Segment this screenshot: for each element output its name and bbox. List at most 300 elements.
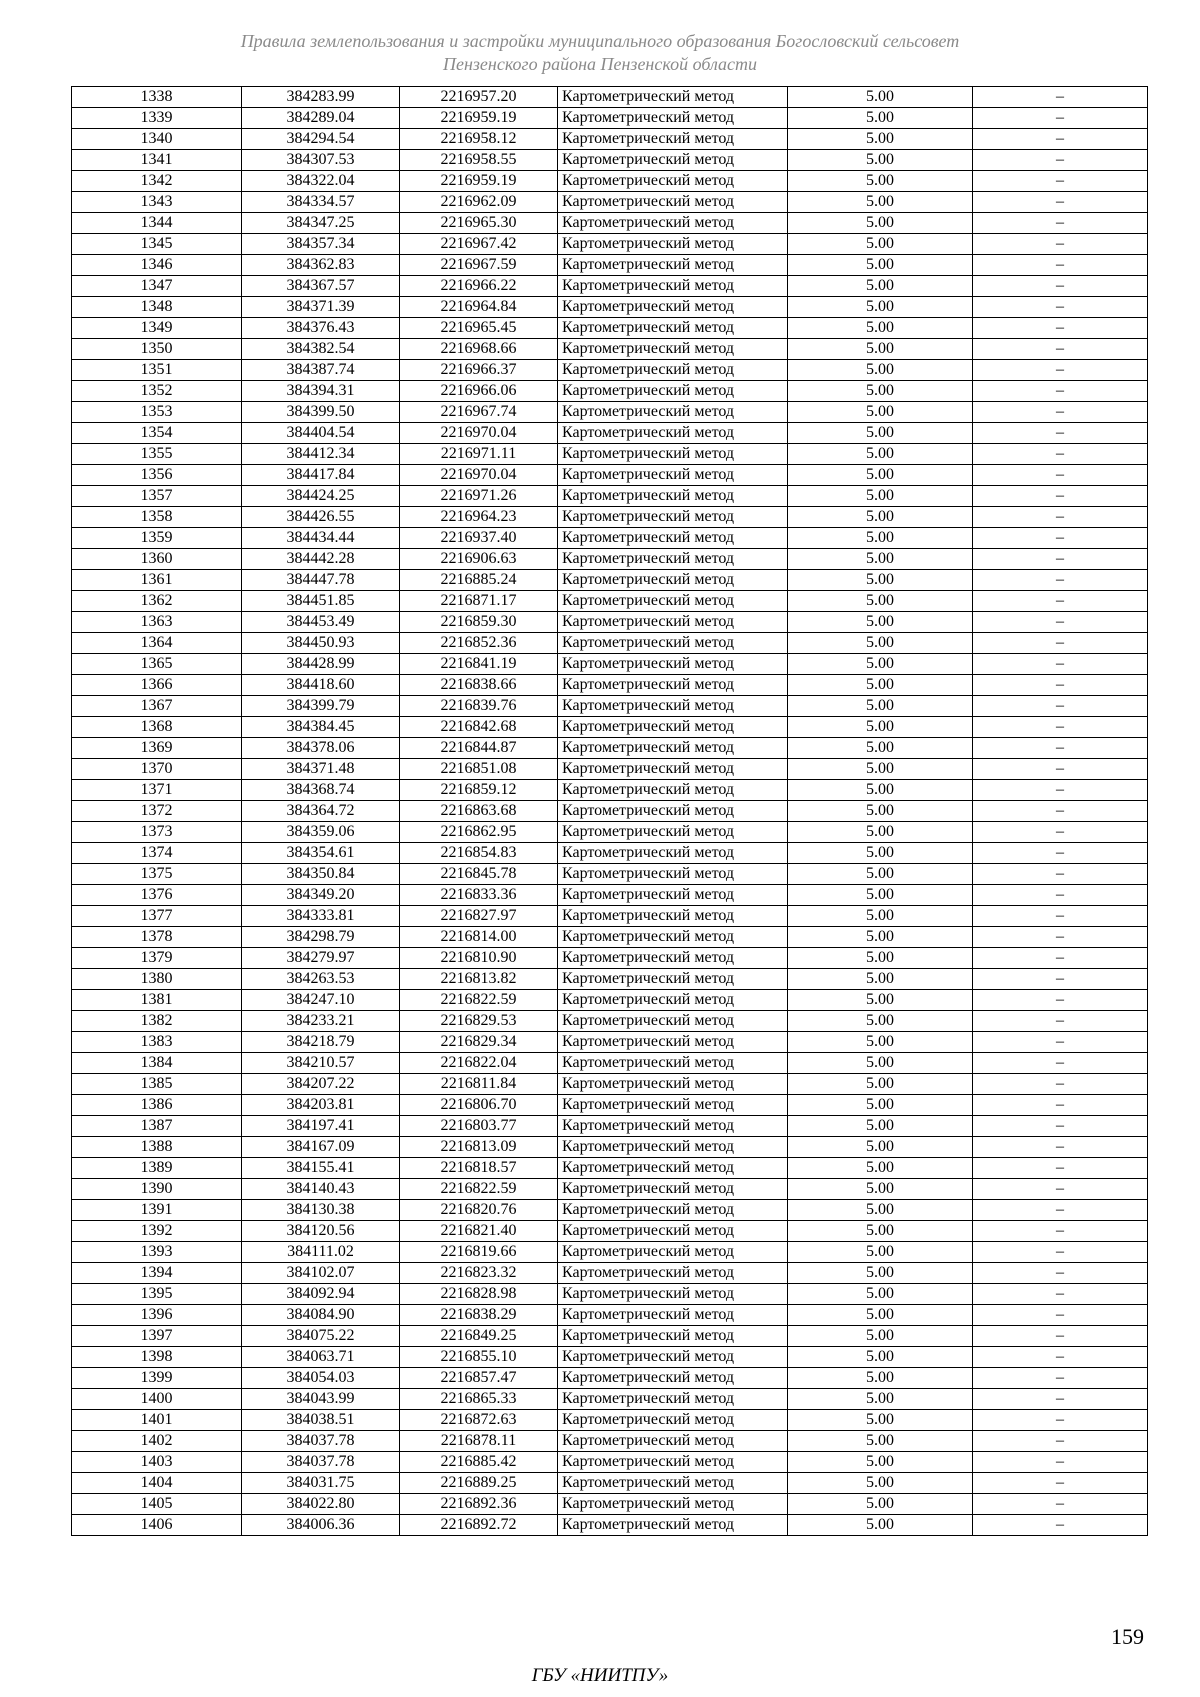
point-number-cell: 1390: [72, 1179, 242, 1200]
point-number-cell: 1389: [72, 1158, 242, 1179]
method-cell: Картометрический метод: [558, 843, 788, 864]
description-cell: –: [973, 507, 1148, 528]
x-coordinate-cell: 384428.99: [242, 654, 400, 675]
table-row: [72, 150, 1148, 171]
description-cell: –: [973, 654, 1148, 675]
y-coordinate-cell: 2216966.37: [400, 360, 558, 381]
method-cell: Картометрический метод: [558, 969, 788, 990]
description-cell: –: [973, 423, 1148, 444]
method-cell: Картометрический метод: [558, 444, 788, 465]
x-coordinate-cell: 384289.04: [242, 108, 400, 129]
accuracy-cell: 5.00: [788, 150, 973, 171]
table-row: [72, 1032, 1148, 1053]
accuracy-cell: 5.00: [788, 822, 973, 843]
description-cell: –: [973, 549, 1148, 570]
accuracy-cell: 5.00: [788, 1515, 973, 1536]
y-coordinate-cell: 2216849.25: [400, 1326, 558, 1347]
y-coordinate-cell: 2216959.19: [400, 171, 558, 192]
table-row: [72, 738, 1148, 759]
accuracy-cell: 5.00: [788, 507, 973, 528]
description-cell: –: [973, 276, 1148, 297]
table-row: [72, 1452, 1148, 1473]
description-cell: –: [973, 927, 1148, 948]
table-row: [72, 696, 1148, 717]
y-coordinate-cell: 2216878.11: [400, 1431, 558, 1452]
accuracy-cell: 5.00: [788, 1242, 973, 1263]
point-number-cell: 1350: [72, 339, 242, 360]
y-coordinate-cell: 2216964.23: [400, 507, 558, 528]
table-row: [72, 486, 1148, 507]
accuracy-cell: 5.00: [788, 360, 973, 381]
x-coordinate-cell: 384447.78: [242, 570, 400, 591]
description-cell: –: [973, 171, 1148, 192]
accuracy-cell: 5.00: [788, 633, 973, 654]
x-coordinate-cell: 384102.07: [242, 1263, 400, 1284]
description-cell: –: [973, 213, 1148, 234]
point-number-cell: 1342: [72, 171, 242, 192]
accuracy-cell: 5.00: [788, 444, 973, 465]
method-cell: Картометрический метод: [558, 1200, 788, 1221]
y-coordinate-cell: 2216839.76: [400, 696, 558, 717]
method-cell: Картометрический метод: [558, 360, 788, 381]
table-row: [72, 1515, 1148, 1536]
table-row: [72, 654, 1148, 675]
accuracy-cell: 5.00: [788, 1011, 973, 1032]
method-cell: Картометрический метод: [558, 822, 788, 843]
description-cell: –: [973, 1452, 1148, 1473]
y-coordinate-cell: 2216810.90: [400, 948, 558, 969]
table-row: [72, 612, 1148, 633]
accuracy-cell: 5.00: [788, 591, 973, 612]
y-coordinate-cell: 2216813.09: [400, 1137, 558, 1158]
x-coordinate-cell: 384350.84: [242, 864, 400, 885]
method-cell: Картометрический метод: [558, 276, 788, 297]
method-cell: Картометрический метод: [558, 654, 788, 675]
y-coordinate-cell: 2216889.25: [400, 1473, 558, 1494]
point-number-cell: 1379: [72, 948, 242, 969]
method-cell: Картометрический метод: [558, 612, 788, 633]
description-cell: –: [973, 696, 1148, 717]
x-coordinate-cell: 384453.49: [242, 612, 400, 633]
table-row: [72, 465, 1148, 486]
point-number-cell: 1374: [72, 843, 242, 864]
point-number-cell: 1400: [72, 1389, 242, 1410]
point-number-cell: 1352: [72, 381, 242, 402]
y-coordinate-cell: 2216906.63: [400, 549, 558, 570]
y-coordinate-cell: 2216967.42: [400, 234, 558, 255]
description-cell: –: [973, 1410, 1148, 1431]
table-row: [72, 1473, 1148, 1494]
y-coordinate-cell: 2216813.82: [400, 969, 558, 990]
x-coordinate-cell: 384357.34: [242, 234, 400, 255]
accuracy-cell: 5.00: [788, 297, 973, 318]
point-number-cell: 1399: [72, 1368, 242, 1389]
y-coordinate-cell: 2216970.04: [400, 423, 558, 444]
y-coordinate-cell: 2216959.19: [400, 108, 558, 129]
description-cell: –: [973, 1515, 1148, 1536]
x-coordinate-cell: 384140.43: [242, 1179, 400, 1200]
y-coordinate-cell: 2216937.40: [400, 528, 558, 549]
accuracy-cell: 5.00: [788, 1179, 973, 1200]
accuracy-cell: 5.00: [788, 948, 973, 969]
y-coordinate-cell: 2216823.32: [400, 1263, 558, 1284]
x-coordinate-cell: 384120.56: [242, 1221, 400, 1242]
x-coordinate-cell: 384298.79: [242, 927, 400, 948]
point-number-cell: 1382: [72, 1011, 242, 1032]
point-number-cell: 1355: [72, 444, 242, 465]
method-cell: Картометрический метод: [558, 1011, 788, 1032]
accuracy-cell: 5.00: [788, 696, 973, 717]
point-number-cell: 1394: [72, 1263, 242, 1284]
point-number-cell: 1404: [72, 1473, 242, 1494]
x-coordinate-cell: 384111.02: [242, 1242, 400, 1263]
table-row: [72, 801, 1148, 822]
method-cell: Картометрический метод: [558, 255, 788, 276]
x-coordinate-cell: 384294.54: [242, 129, 400, 150]
accuracy-cell: 5.00: [788, 108, 973, 129]
x-coordinate-cell: 384417.84: [242, 465, 400, 486]
table-row: [72, 927, 1148, 948]
y-coordinate-cell: 2216863.68: [400, 801, 558, 822]
point-number-cell: 1339: [72, 108, 242, 129]
x-coordinate-cell: 384283.99: [242, 87, 400, 108]
description-cell: –: [973, 1095, 1148, 1116]
description-cell: –: [973, 486, 1148, 507]
description-cell: –: [973, 1074, 1148, 1095]
point-number-cell: 1353: [72, 402, 242, 423]
x-coordinate-cell: 384334.57: [242, 192, 400, 213]
method-cell: Картометрический метод: [558, 864, 788, 885]
description-cell: –: [973, 1305, 1148, 1326]
method-cell: Картометрический метод: [558, 129, 788, 150]
accuracy-cell: 5.00: [788, 171, 973, 192]
x-coordinate-cell: 384054.03: [242, 1368, 400, 1389]
table-row: [72, 1494, 1148, 1515]
table-row: [72, 1242, 1148, 1263]
point-number-cell: 1376: [72, 885, 242, 906]
y-coordinate-cell: 2216971.11: [400, 444, 558, 465]
method-cell: Картометрический метод: [558, 633, 788, 654]
point-number-cell: 1406: [72, 1515, 242, 1536]
y-coordinate-cell: 2216821.40: [400, 1221, 558, 1242]
accuracy-cell: 5.00: [788, 255, 973, 276]
accuracy-cell: 5.00: [788, 1095, 973, 1116]
description-cell: –: [973, 1053, 1148, 1074]
x-coordinate-cell: 384399.79: [242, 696, 400, 717]
x-coordinate-cell: 384394.31: [242, 381, 400, 402]
table-row: [72, 1305, 1148, 1326]
method-cell: Картометрический метод: [558, 486, 788, 507]
table-row: [72, 822, 1148, 843]
description-cell: –: [973, 885, 1148, 906]
header-line-1: Правила землепользования и застройки муниципального образования Богословский сельсовет: [240, 31, 960, 51]
x-coordinate-cell: 384207.22: [242, 1074, 400, 1095]
method-cell: Картометрический метод: [558, 780, 788, 801]
x-coordinate-cell: 384378.06: [242, 738, 400, 759]
x-coordinate-cell: 384037.78: [242, 1452, 400, 1473]
point-number-cell: 1387: [72, 1116, 242, 1137]
accuracy-cell: 5.00: [788, 234, 973, 255]
x-coordinate-cell: 384451.85: [242, 591, 400, 612]
table-row: [72, 633, 1148, 654]
accuracy-cell: 5.00: [788, 318, 973, 339]
description-cell: –: [973, 1200, 1148, 1221]
method-cell: Картометрический метод: [558, 1452, 788, 1473]
point-number-cell: 1401: [72, 1410, 242, 1431]
method-cell: Картометрический метод: [558, 1032, 788, 1053]
accuracy-cell: 5.00: [788, 759, 973, 780]
table-row: [72, 1074, 1148, 1095]
table-row: [72, 885, 1148, 906]
table-row: [72, 570, 1148, 591]
x-coordinate-cell: 384418.60: [242, 675, 400, 696]
table-row: [72, 1095, 1148, 1116]
method-cell: Картометрический метод: [558, 759, 788, 780]
description-cell: –: [973, 1242, 1148, 1263]
table-row: [72, 1179, 1148, 1200]
x-coordinate-cell: 384279.97: [242, 948, 400, 969]
accuracy-cell: 5.00: [788, 717, 973, 738]
method-cell: Картометрический метод: [558, 1305, 788, 1326]
footer-organization: ГБУ «НИИТПУ»: [531, 1665, 669, 1686]
point-number-cell: 1373: [72, 822, 242, 843]
y-coordinate-cell: 2216971.26: [400, 486, 558, 507]
description-cell: –: [973, 1137, 1148, 1158]
accuracy-cell: 5.00: [788, 1263, 973, 1284]
x-coordinate-cell: 384210.57: [242, 1053, 400, 1074]
x-coordinate-cell: 384203.81: [242, 1095, 400, 1116]
table-row: [72, 1137, 1148, 1158]
table-row: [72, 1326, 1148, 1347]
method-cell: Картометрический метод: [558, 675, 788, 696]
table-row: [72, 297, 1148, 318]
description-cell: –: [973, 1368, 1148, 1389]
y-coordinate-cell: 2216968.66: [400, 339, 558, 360]
table-row: [72, 969, 1148, 990]
accuracy-cell: 5.00: [788, 738, 973, 759]
x-coordinate-cell: 384349.20: [242, 885, 400, 906]
y-coordinate-cell: 2216885.24: [400, 570, 558, 591]
table-row: [72, 843, 1148, 864]
description-cell: –: [973, 864, 1148, 885]
description-cell: –: [973, 1032, 1148, 1053]
x-coordinate-cell: 384347.25: [242, 213, 400, 234]
point-number-cell: 1405: [72, 1494, 242, 1515]
x-coordinate-cell: 384354.61: [242, 843, 400, 864]
x-coordinate-cell: 384247.10: [242, 990, 400, 1011]
method-cell: Картометрический метод: [558, 1179, 788, 1200]
table-row: [72, 171, 1148, 192]
accuracy-cell: 5.00: [788, 1221, 973, 1242]
point-number-cell: 1362: [72, 591, 242, 612]
y-coordinate-cell: 2216844.87: [400, 738, 558, 759]
x-coordinate-cell: 384218.79: [242, 1032, 400, 1053]
x-coordinate-cell: 384092.94: [242, 1284, 400, 1305]
method-cell: Картометрический метод: [558, 318, 788, 339]
accuracy-cell: 5.00: [788, 1116, 973, 1137]
description-cell: –: [973, 843, 1148, 864]
point-number-cell: 1351: [72, 360, 242, 381]
method-cell: Картометрический метод: [558, 990, 788, 1011]
method-cell: Картометрический метод: [558, 150, 788, 171]
accuracy-cell: 5.00: [788, 1368, 973, 1389]
accuracy-cell: 5.00: [788, 381, 973, 402]
method-cell: Картометрический метод: [558, 1473, 788, 1494]
point-number-cell: 1347: [72, 276, 242, 297]
method-cell: Картометрический метод: [558, 591, 788, 612]
table-row: [72, 381, 1148, 402]
accuracy-cell: 5.00: [788, 129, 973, 150]
y-coordinate-cell: 2216829.53: [400, 1011, 558, 1032]
table-row: [72, 1158, 1148, 1179]
method-cell: Картометрический метод: [558, 717, 788, 738]
x-coordinate-cell: 384450.93: [242, 633, 400, 654]
point-number-cell: 1366: [72, 675, 242, 696]
point-number-cell: 1344: [72, 213, 242, 234]
method-cell: Картометрический метод: [558, 570, 788, 591]
point-number-cell: 1383: [72, 1032, 242, 1053]
x-coordinate-cell: 384371.39: [242, 297, 400, 318]
y-coordinate-cell: 2216855.10: [400, 1347, 558, 1368]
point-number-cell: 1358: [72, 507, 242, 528]
y-coordinate-cell: 2216958.55: [400, 150, 558, 171]
y-coordinate-cell: 2216806.70: [400, 1095, 558, 1116]
table-row: [72, 129, 1148, 150]
y-coordinate-cell: 2216859.12: [400, 780, 558, 801]
method-cell: Картометрический метод: [558, 171, 788, 192]
description-cell: –: [973, 612, 1148, 633]
description-cell: –: [973, 675, 1148, 696]
accuracy-cell: 5.00: [788, 1137, 973, 1158]
description-cell: –: [973, 1221, 1148, 1242]
point-number-cell: 1356: [72, 465, 242, 486]
accuracy-cell: 5.00: [788, 339, 973, 360]
y-coordinate-cell: 2216854.83: [400, 843, 558, 864]
y-coordinate-cell: 2216845.78: [400, 864, 558, 885]
accuracy-cell: 5.00: [788, 675, 973, 696]
accuracy-cell: 5.00: [788, 1200, 973, 1221]
x-coordinate-cell: 384362.83: [242, 255, 400, 276]
method-cell: Картометрический метод: [558, 1158, 788, 1179]
y-coordinate-cell: 2216838.66: [400, 675, 558, 696]
description-cell: –: [973, 1473, 1148, 1494]
description-cell: –: [973, 360, 1148, 381]
y-coordinate-cell: 2216859.30: [400, 612, 558, 633]
table-row: [72, 1431, 1148, 1452]
point-number-cell: 1396: [72, 1305, 242, 1326]
accuracy-cell: 5.00: [788, 1347, 973, 1368]
header-line-2: Пензенского района Пензенской области: [442, 54, 758, 74]
point-number-cell: 1395: [72, 1284, 242, 1305]
description-cell: –: [973, 759, 1148, 780]
y-coordinate-cell: 2216838.29: [400, 1305, 558, 1326]
accuracy-cell: 5.00: [788, 864, 973, 885]
accuracy-cell: 5.00: [788, 1158, 973, 1179]
point-number-cell: 1346: [72, 255, 242, 276]
accuracy-cell: 5.00: [788, 276, 973, 297]
description-cell: –: [973, 969, 1148, 990]
accuracy-cell: 5.00: [788, 1032, 973, 1053]
description-cell: –: [973, 1011, 1148, 1032]
point-number-cell: 1360: [72, 549, 242, 570]
x-coordinate-cell: 384022.80: [242, 1494, 400, 1515]
method-cell: Картометрический метод: [558, 1494, 788, 1515]
y-coordinate-cell: 2216828.98: [400, 1284, 558, 1305]
point-number-cell: 1364: [72, 633, 242, 654]
accuracy-cell: 5.00: [788, 423, 973, 444]
method-cell: Картометрический метод: [558, 1074, 788, 1095]
point-number-cell: 1365: [72, 654, 242, 675]
y-coordinate-cell: 2216818.57: [400, 1158, 558, 1179]
y-coordinate-cell: 2216829.34: [400, 1032, 558, 1053]
table-row: [72, 549, 1148, 570]
accuracy-cell: 5.00: [788, 1389, 973, 1410]
description-cell: –: [973, 591, 1148, 612]
point-number-cell: 1363: [72, 612, 242, 633]
point-number-cell: 1349: [72, 318, 242, 339]
y-coordinate-cell: 2216967.59: [400, 255, 558, 276]
x-coordinate-cell: 384367.57: [242, 276, 400, 297]
y-coordinate-cell: 2216872.63: [400, 1410, 558, 1431]
method-cell: Картометрический метод: [558, 108, 788, 129]
x-coordinate-cell: 384387.74: [242, 360, 400, 381]
description-cell: –: [973, 822, 1148, 843]
method-cell: Картометрический метод: [558, 1116, 788, 1137]
accuracy-cell: 5.00: [788, 654, 973, 675]
accuracy-cell: 5.00: [788, 906, 973, 927]
accuracy-cell: 5.00: [788, 87, 973, 108]
point-number-cell: 1386: [72, 1095, 242, 1116]
y-coordinate-cell: 2216841.19: [400, 654, 558, 675]
y-coordinate-cell: 2216965.45: [400, 318, 558, 339]
y-coordinate-cell: 2216871.17: [400, 591, 558, 612]
accuracy-cell: 5.00: [788, 801, 973, 822]
table-row: [72, 234, 1148, 255]
x-coordinate-cell: 384364.72: [242, 801, 400, 822]
description-cell: –: [973, 192, 1148, 213]
description-cell: –: [973, 570, 1148, 591]
accuracy-cell: 5.00: [788, 990, 973, 1011]
y-coordinate-cell: 2216892.36: [400, 1494, 558, 1515]
description-cell: –: [973, 129, 1148, 150]
table-row: [72, 1389, 1148, 1410]
point-number-cell: 1348: [72, 297, 242, 318]
description-cell: –: [973, 717, 1148, 738]
description-cell: –: [973, 150, 1148, 171]
method-cell: Картометрический метод: [558, 423, 788, 444]
y-coordinate-cell: 2216803.77: [400, 1116, 558, 1137]
table-row: [72, 1284, 1148, 1305]
method-cell: Картометрический метод: [558, 528, 788, 549]
x-coordinate-cell: 384404.54: [242, 423, 400, 444]
x-coordinate-cell: 384322.04: [242, 171, 400, 192]
accuracy-cell: 5.00: [788, 843, 973, 864]
x-coordinate-cell: 384384.45: [242, 717, 400, 738]
y-coordinate-cell: 2216892.72: [400, 1515, 558, 1536]
description-cell: –: [973, 402, 1148, 423]
table-row: [72, 1221, 1148, 1242]
x-coordinate-cell: 384063.71: [242, 1347, 400, 1368]
accuracy-cell: 5.00: [788, 1494, 973, 1515]
x-coordinate-cell: 384031.75: [242, 1473, 400, 1494]
method-cell: Картометрический метод: [558, 1263, 788, 1284]
description-cell: –: [973, 1326, 1148, 1347]
table-row: [72, 423, 1148, 444]
y-coordinate-cell: 2216885.42: [400, 1452, 558, 1473]
accuracy-cell: 5.00: [788, 213, 973, 234]
accuracy-cell: 5.00: [788, 465, 973, 486]
coordinates-table: [71, 86, 1148, 1536]
